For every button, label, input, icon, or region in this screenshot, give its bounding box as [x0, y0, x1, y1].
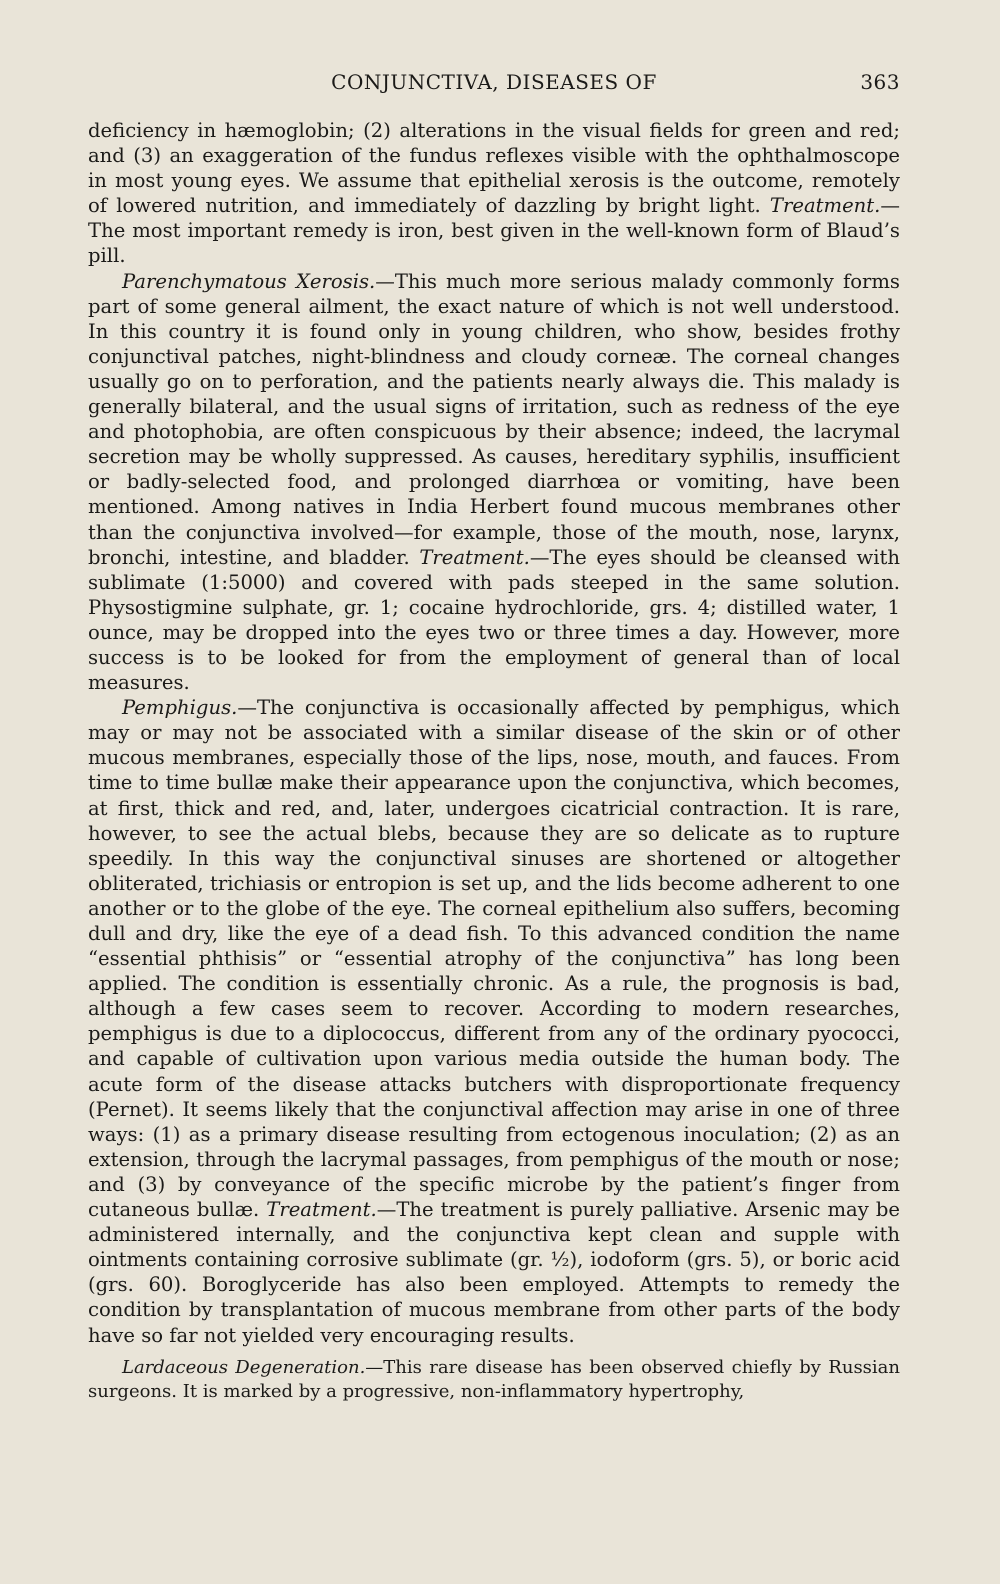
running-title: CONJUNCTIVA, DISEASES OF	[331, 70, 657, 94]
body-text	[88, 118, 900, 1404]
paragraph-text: —This much more serious malady commonly forms part of some general ailment, the exact nature of which is not well understood. In this country it is found only in young children, who show, besides frothy conjunctival patches, night-blindness and cloudy corneæ. The corneal changes usually go on to perforation, and the patients nearly always die. This malady is generally bilateral, and the usual signs of irritation, such as redness of the eye and photophobia, are often conspicuous by their absence; indeed, the lacrymal secretion may be wholly suppressed. As causes, hereditary syphilis, insufficient or badly-selected food, and prolonged diarrhœa or vomiting, have been mentioned. Among natives in India Herbert found mucous membranes other than the conjunctiva involved—for example, those of the mouth, nose, larynx, bronchi, intestine, and bladder.	[88, 269, 900, 569]
paragraph-text: —This rare disease has been observed chiefly by Russian surgeons. It is marked by a progressive, non-inflammatory hypertrophy,	[88, 1356, 900, 1402]
running-header	[88, 70, 900, 104]
section-heading: Lardaceous Degeneration.	[122, 1356, 366, 1378]
treatment-heading: Treatment.	[266, 1198, 377, 1222]
section-heading: Parenchymatous Xerosis.	[122, 269, 376, 293]
paragraph-parenchymatous-xerosis	[88, 269, 900, 696]
paragraph-pemphigus	[88, 695, 900, 1347]
paragraph-text: deficiency in hæmoglobin; (2) alterations in the visual fields for green and red; and (3) an exaggeration of the fundus reflexes visible with the ophthalmoscope in most young eyes. We assume that epithelial xerosis is the outcome, remotely of lowered nutrition, and immediately of dazzling by bright light.	[88, 119, 900, 218]
treatment-heading: Treatment.	[419, 545, 530, 569]
page-number: 363	[860, 70, 900, 94]
section-heading: Pemphigus.	[122, 696, 238, 720]
treatment-heading: Treatment.	[769, 194, 881, 218]
paragraph-lardaceous-degeneration	[88, 1356, 900, 1404]
paragraph-text: —The conjunctiva is occasionally affected by pemphigus, which may or may not be associated with a similar disease of the skin or of other mucous membranes, especially those of the lips, nose, mouth, and fauces. From time to time bullæ make their appearance upon the conjunctiva, which becomes, at first, thick and red, and, later, undergoes cicatricial contraction. It is rare, however, to see the actual blebs, because they are so delicate as to rupture speedily. In this way the conjunctival sinuses are shortened or altogether obliterated, trichiasis or entropion is set up, and the lids become adherent to one another or to the globe of the eye. The corneal epithelium also suffers, becoming dull and dry, like the eye of a dead fish. To this advanced condition the name “essential phthisis” or “essential atrophy of the conjunctiva” has long been applied. The condition is essentially chronic. As a rule, the prognosis is bad, although a few cases seem to recover. According to modern researches, pemphigus is due to a diplococcus, different from any of the ordinary pyococci, and capable of cultivation upon various media outside the human body. The acute form of the disease attacks butchers with disproportionate frequency (Pernet). It seems likely that the conjunctival affection may arise in one of three ways: (1) as a primary disease resulting from ectogenous inoculation; (2) as an extension, through the lacrymal passages, from pemphigus of the mouth or nose; and (3) by conveyance of the specific microbe by the patient’s finger from cutaneous bullæ.	[88, 696, 900, 1222]
paragraph-text: —The eyes should be cleansed with sublimate (1:5000) and covered with pads steeped in the same solution. Physostigmine sulphate, gr. 1; cocaine hydrochloride, grs. 4; distilled water, 1 ounce, may be dropped into the eyes two or three times a day. However, more success is to be looked for from the employment of general than of local measures.	[88, 545, 901, 695]
paragraph-xerosis-continued	[88, 118, 900, 269]
paragraph-text: —The treatment is purely palliative. Arsenic may be administered internally, and the conjunctiva kept clean and supple with ointments containing corrosive sublimate (gr. ½), iodoform (grs. 5), or boric acid (grs. 60). Boroglyceride has also been employed. Attempts to remedy the condition by transplantation of mucous membrane from other parts of the body have so far not yielded very encouraging results.	[88, 1198, 900, 1347]
paragraph-text: — The most important remedy is iron, best given in the well-known form of Blaud’s pill.	[88, 194, 900, 268]
